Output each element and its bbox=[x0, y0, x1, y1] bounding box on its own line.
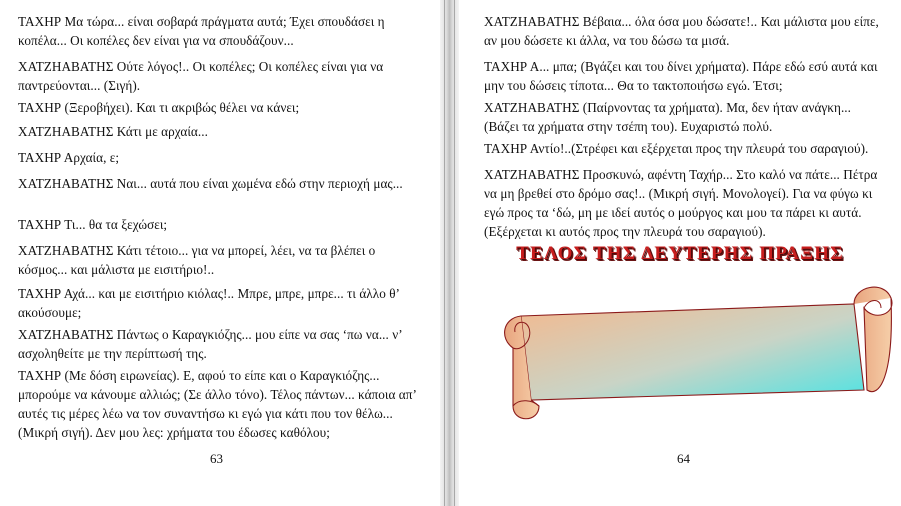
dialogue-paragraph: ΤΑΧΗΡ Αχά... και με εισιτήριο κιόλας!.. Μπρε, μπρε, μπρε... τι άλλο θ’ ακούσουμε; bbox=[18, 286, 400, 320]
dialogue-paragraph: ΤΑΧΗΡ (Ξεροβήχει). Και τι ακριβώς θέλει να κάνει; bbox=[18, 100, 300, 115]
dialogue-paragraph: ΤΑΧΗΡ Αντίο!..(Στρέφει και εξέρχεται προς την πλευρά του σαραγιού). bbox=[484, 141, 869, 156]
end-of-act-title: ΤΕΛΟΣ ΤΗΣ ΔΕΥΤΕΡΗΣ ΠΡΑΞΗΣ bbox=[516, 243, 844, 264]
dialogue-paragraph: ΧΑΤΖΗΑΒΑΤΗΣ Προσκυνώ, αφέντη Ταχήρ... Στο καλό να πάτε... Πέτρα να μη βρεθεί στο δρόμο σας!.. (Μικρή σιγή. Μονολογεί). Για να φύγω κι εγώ προς τα ‘δώ, μη με ιδεί αυτός ο μούργος και μου τα πάρει κι αυτά. (Εξέρχεται κι αυτός προς την πλευρά του σαραγιού). bbox=[484, 167, 878, 239]
dialogue-paragraph: ΧΑΤΖΗΑΒΑΤΗΣ Ναι... αυτά που είναι χωμένα εδώ στην περιοχή μας... bbox=[18, 176, 403, 191]
dialogue-paragraph: ΧΑΤΖΗΑΒΑΤΗΣ (Παίρνοντας τα χρήματα). Μα, δεν ήταν ανάγκη... (Βάζει τα χρήματα στην τσέπη του). Ευχαριστώ πολύ. bbox=[484, 100, 851, 134]
dialogue-paragraph: ΤΑΧΗΡ Τι... θα τα ξεχώσει; bbox=[18, 217, 168, 232]
page-number: 63 bbox=[210, 451, 223, 466]
dialogue-paragraph: ΧΑΤΖΗΑΒΑΤΗΣ Κάτι με αρχαία... bbox=[18, 124, 208, 139]
left-page bbox=[0, 0, 440, 506]
dialogue-paragraph: ΧΑΤΖΗΑΒΑΤΗΣ Βέβαια... όλα όσα μου δώσατε!.. Και μάλιστα μου είπε, αν μου δώσετε κι άλλα, να του δώσω τα μισά. bbox=[484, 14, 879, 48]
dialogue-paragraph: ΤΑΧΗΡ (Με δόση ειρωνείας). Ε, αφού το είπε και ο Καραγκιόζης... μπορούμε να κάνουμε αλλιώς; (Σε άλλο τόνο). Τέλος πάντων... κάποια απ’ αυτές τις μέρες λέω να τον συναντήσω κι εγώ για κάτι που τον θέλω... (Μικρή σιγή). Δεν μου λες: χρήματα του έδωσες καθόλου; bbox=[18, 368, 416, 440]
dialogue-paragraph: ΧΑΤΖΗΑΒΑΤΗΣ Πάντως ο Καραγκιόζης... μου είπε να σας ‘πω να... ν’ ασχοληθείτε με την περίπτωσή της. bbox=[18, 327, 402, 361]
dialogue-paragraph: ΧΑΤΖΗΑΒΑΤΗΣ Ούτε λόγος!.. Οι κοπέλες; Οι κοπέλες είναι για να παντρεύονται... (Σιγή). bbox=[18, 59, 384, 93]
dialogue-paragraph: ΧΑΤΖΗΑΒΑΤΗΣ Κάτι τέτοιο... για να μπορεί, λέει, να τα βλέπει ο κόσμος... και μάλιστα με εισιτήριο!.. bbox=[18, 243, 376, 277]
page-gutter bbox=[440, 0, 459, 506]
parchment-scroll-icon bbox=[499, 278, 901, 428]
right-page bbox=[459, 0, 901, 506]
dialogue-paragraph: ΤΑΧΗΡ Α... μπα; (Βγάζει και του δίνει χρήματα). Πάρε εδώ εσύ αυτά και μην του δώσεις τίποτα... Θα το τακτοποιήσω εγώ. Έτσι; bbox=[484, 59, 878, 93]
dialogue-paragraph: ΤΑΧΗΡ Αρχαία, ε; bbox=[18, 150, 120, 165]
dialogue-paragraph: ΤΑΧΗΡ Μα τώρα... είναι σοβαρά πράγματα αυτά; Έχει σπουδάσει η κοπέλα... Οι κοπέλες δεν είναι για να σπουδάζουν... bbox=[18, 14, 385, 48]
page-number: 64 bbox=[677, 451, 690, 466]
